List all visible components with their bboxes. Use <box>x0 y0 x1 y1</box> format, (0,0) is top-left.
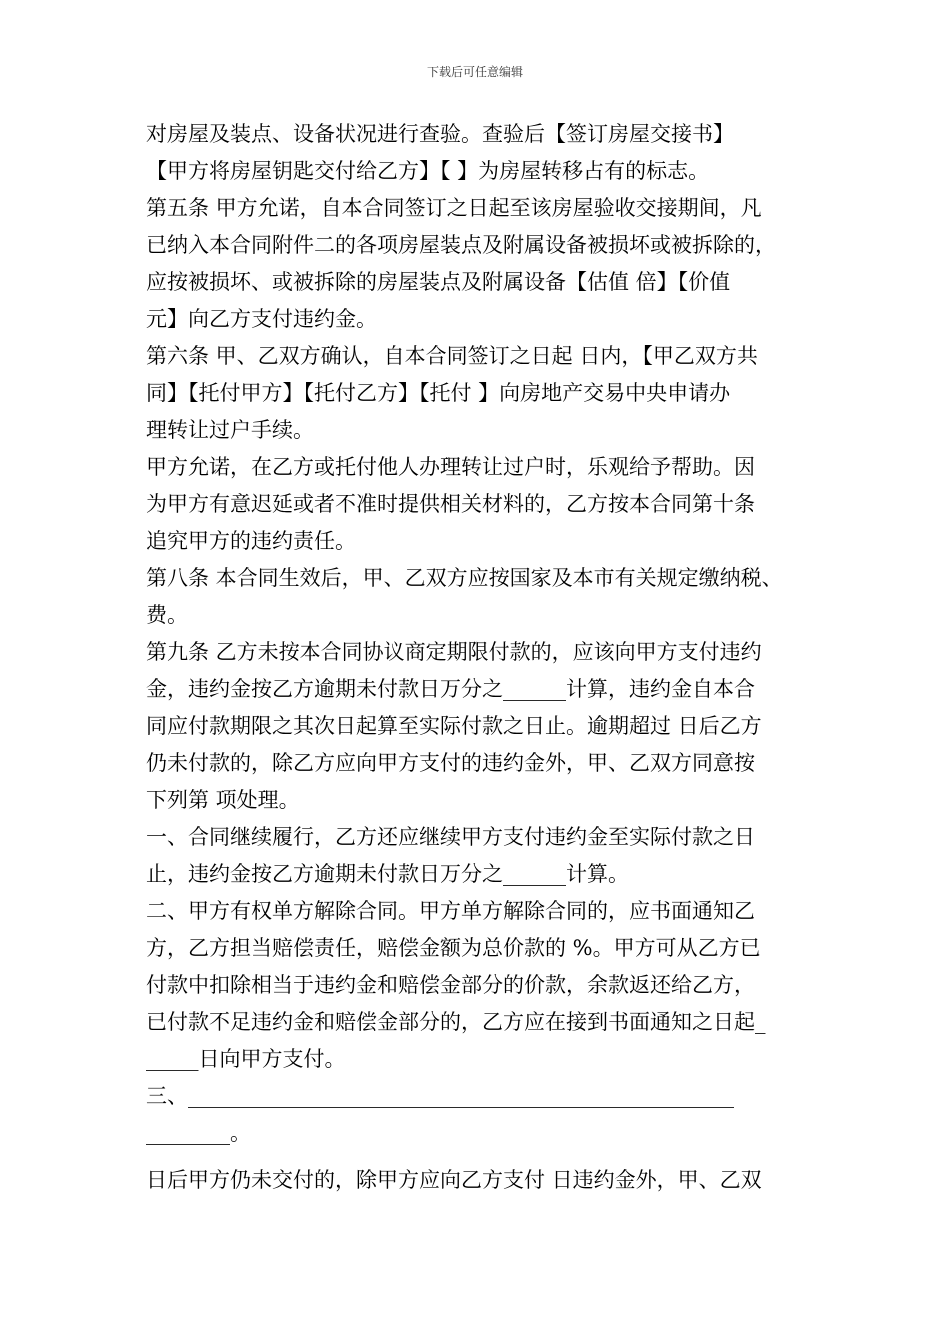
text-line-final: 日后甲方仍未交付的，除甲方应向乙方支付 日违约金外，甲、乙双 <box>146 1168 762 1192</box>
text-line: 第八条 本合同生效后，甲、乙双方应按国家及本市有关规定缴纳税、 <box>146 566 783 590</box>
text-line: 同】【托付甲方】【托付乙方】【托付 】向房地产交易中央申请办 <box>146 381 731 405</box>
text-line: 同应付款期限之其次日起算至实际付款之日止。逾期超过 日后乙方 <box>146 714 762 738</box>
text-line: 已付款不足违约金和赔偿金部分的，乙方应在接到书面通知之日起_ <box>146 1010 766 1034</box>
paragraph-gap <box>146 1152 816 1162</box>
text-line: 追究甲方的违约责任。 <box>146 529 356 553</box>
text-line: 仍未付款的，除乙方应向甲方支付的违约金外，甲、乙双方同意按 <box>146 751 755 775</box>
text-line: 为甲方有意迟延或者不准时提供相关材料的，乙方按本合同第十条 <box>146 492 755 516</box>
text-line: 一、合同继续履行，乙方还应继续甲方支付违约金至实际付款之日 <box>146 825 755 849</box>
text-line: 已纳入本合同附件二的各项房屋装点及附属设备被损坏或被拆除的， <box>146 233 776 257</box>
text-line: 下列第 项处理。 <box>146 788 300 812</box>
text-line: 止，违约金按乙方逾期未付款日万分之______计算。 <box>146 862 629 886</box>
text-line: 应按被损坏、或被拆除的房屋装点及附属设备【估值 倍】【价值 <box>146 270 731 294</box>
text-line: 对房屋及装点、设备状况进行查验。查验后【签订房屋交接书】 <box>146 122 734 146</box>
text-line: 方，乙方担当赔偿责任，赔偿金额为总价款的 %。甲方可从乙方已 <box>146 936 761 960</box>
text-line: 三、____________________________________________________ <box>146 1084 734 1108</box>
text-line: 金，违约金按乙方逾期未付款日万分之______计算，违约金自本合 <box>146 677 755 701</box>
text-line: 第九条 乙方未按本合同协议商定期限付款的，应该向甲方支付违约 <box>146 640 762 664</box>
text-line: 第六条 甲、乙双方确认，自本合同签订之日起 日内，【甲乙双方共 <box>146 344 758 368</box>
text-line: 甲方允诺，在乙方或托付他人办理转让过户时，乐观给予帮助。因 <box>146 455 755 479</box>
text-line: 【甲方将房屋钥匙交付给乙方】【 】为房屋转移占有的标志。 <box>146 159 710 183</box>
text-line: 费。 <box>146 603 188 627</box>
text-line: ________。 <box>146 1121 251 1145</box>
page-header-note: 下载后可任意编辑 <box>426 65 523 79</box>
text-line: 元】向乙方支付违约金。 <box>146 307 377 331</box>
text-line: 第五条 甲方允诺，自本合同签订之日起至该房屋验收交接期间，凡 <box>146 196 762 220</box>
text-line: 二、甲方有权单方解除合同。甲方单方解除合同的，应书面通知乙 <box>146 899 755 923</box>
text-line: 理转让过户手续。 <box>146 418 314 442</box>
contract-body <box>146 116 816 1199</box>
text-line: _____日向甲方支付。 <box>146 1047 346 1071</box>
text-line: 付款中扣除相当于违约金和赔偿金部分的价款，余款返还给乙方， <box>146 973 755 997</box>
